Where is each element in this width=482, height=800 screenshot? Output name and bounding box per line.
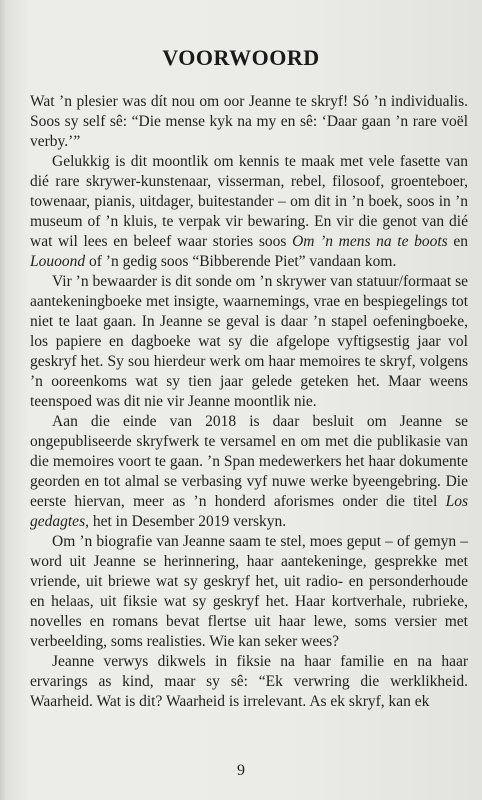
paragraph-text: Vir ’n bewaarder is dit sonde om ’n skrywer van statuur/formaat se aantekeningboeke met insigte, waarnemings, vrae en bespiegelings tot niet te laat gaan. In Jeanne se geval is daar ’n stapel oefeningboeke, los papiere en dagboeke wat sy die afgelope vyftigsestig jaar vol geskryf het. Sy sou hierdeur werk om haar memoires te skryf, volgens ’n ooreenkoms wat sy tien jaar gelede geteken het. Maar weens teenspoed was dit nie vir Jeanne moontlik nie. (30, 273, 468, 410)
paragraph (30, 412, 468, 532)
paragraph (30, 652, 468, 712)
paragraph-text: Wat ’n plesier was dít nou om oor Jeanne te skryf! Só ’n individualis. Soos sy self sê: “Die mense kyk na my en sê: ‘Daar gaan ’n rare voël verby.’” (30, 93, 468, 150)
page-gutter-shadow (0, 0, 6, 800)
paragraph-text: Gelukkig is dit moontlik om kennis te maak met vele fasette van dié rare skrywer-kunstenaar, visserman, rebel, filosoof, groenteboer, towenaar, pianis, uitdager, buitestander – om dit in ’n boek, soos in ’n museum of ’n kluis, te verpak vir bewaring. En vir die genot van dié wat wil lees en beleef waar stories soos (30, 153, 468, 250)
paragraph (30, 532, 468, 652)
paragraph (30, 152, 468, 272)
paragraph-text: en (447, 233, 468, 250)
paragraph-text: of ’n gedig soos “Bibberende Piet” vandaan kom. (85, 253, 397, 270)
page-number: 9 (237, 762, 245, 779)
paragraph-text: Om ’n biografie van Jeanne saam te stel, moes geput – of gemyn – word uit Jeanne se herinnering, haar aantekeninge, gesprekke met vriende, uit briewe wat sy geskryf het, uit radio- en personderhoude en helaas, uit fiksie wat sy geskryf het. Haar kortverhale, rubrieke, novelles en romans bevat flertse uit haar lewe, soms versier met verbeelding, soms realisties. Wie kan seker wees? (30, 533, 468, 650)
italic-title: Louoond (30, 253, 86, 270)
chapter-heading: VOORWOORD (162, 44, 320, 70)
paragraph-text: Aan die einde van 2018 is daar besluit om Jeanne se ongepubliseerde skryfwerk te versamel en om met die publikasie van die memoires voort te gaan. ’n Span medewerkers het haar dokumente georden en tot almal se verbasing vyf nuwe werke byeengebring. Die eerste hiervan, meer as ’n honderd aforismes onder die titel (30, 413, 468, 510)
italic-title: Om ’n mens na te boots (292, 233, 448, 250)
paragraph-text: Jeanne verwys dikwels in fiksie na haar familie en na haar ervarings as kind, maar sy sê: “Ek verwring die werklikheid. Waarheid. Wat is dit? Waarheid is irrelevant. As ek skryf, kan ek (30, 653, 468, 710)
body-text (30, 92, 468, 712)
paragraph-text: , het in Desember 2019 verskyn. (85, 513, 287, 530)
italic-title: Los gedagtes (30, 493, 468, 530)
paragraph (30, 272, 468, 412)
paragraph (30, 92, 468, 152)
